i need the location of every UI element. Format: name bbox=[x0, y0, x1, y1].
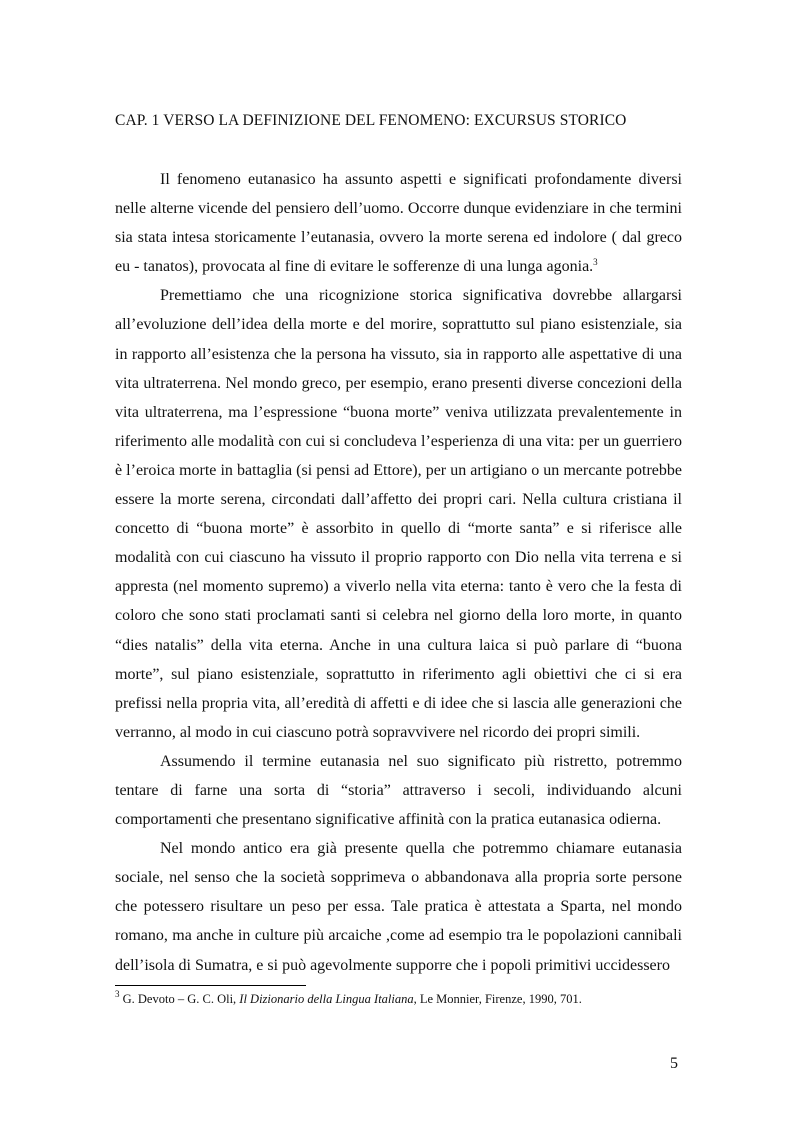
footnote bbox=[115, 989, 582, 1007]
page-number: 5 bbox=[670, 1055, 678, 1072]
body-text bbox=[115, 165, 682, 980]
footnote-authors: G. Devoto – G. C. Oli, bbox=[119, 992, 240, 1006]
paragraph-1: Il fenomeno eutanasico ha assunto aspetti e significati profondamente diversi nelle alterne vicende del pensiero dell’uomo. Occorre dunque evidenziare in che termini sia stata intesa storicamente l’eutanasia, ovvero la morte serena ed indolore ( dal greco eu - tanatos), provocata al fine di evitare le sofferenze di una lunga agonia.$^3$ bbox=[115, 171, 682, 276]
footnote-reference[interactable]: 3 bbox=[593, 257, 598, 268]
paragraph-2: Premettiamo che una ricognizione storica significativa dovrebbe allargarsi all’evoluzione dell’idea della morte e del morire, soprattutto sul piano esistenziale, sia in rapporto all’esistenza che la persona ha vissuto, sia in rapporto alle aspettative di una vita ultraterrena. Nel mondo greco, per esempio, erano presenti diverse concezioni della vita ultraterrena, ma l’espressione “buona morte” veniva utilizzata prevalentemente in riferimento alle modalità con cui si concludeva l’esperienza di una vita: per un guerriero è l’eroica morte in battaglia (si pensi ad Ettore), per un artigiano o un mercante potrebbe essere la morte serena, circondati dall’affetto dei propri cari. Nella cultura cristiana il concetto di “buona morte” è assorbito in quello di “morte santa” e si riferisce alle modalità con cui ciascuno ha vissuto il proprio rapporto con Dio nella vita terrena e si appresta (nel momento supremo) a viverlo nella vita eterna: tanto è vero che la festa di coloro che sono stati proclamati santi si celebra nel giorno della loro morte, in quanto “dies natalis” della vita eterna. Anche in una cultura laica si può parlare di “buona morte”, sul piano esistenziale, soprattutto in riferimento agli obiettivi che ci si era prefissi nella propria vita, all’eredità di affetti e di idee che si lascia alle generazioni che verranno, al modo in cui ciascuno potrà sopravvivere nel ricordo dei propri simili. bbox=[115, 287, 682, 741]
chapter-heading: CAP. 1 VERSO LA DEFINIZIONE DEL FENOMENO: EXCURSUS STORICO bbox=[115, 112, 627, 129]
footnote-number: 3 bbox=[115, 989, 120, 999]
paragraph-3: Assumendo il termine eutanasia nel suo significato più ristretto, potremmo tentare di farne una sorta di “storia” attraverso i secoli, individuando alcuni comportamenti che presentano significative affinità con la pratica eutanasica odierna. bbox=[115, 752, 682, 829]
footnote-title: Il Dizionario della Lingua Italiana bbox=[239, 992, 414, 1006]
footnote-details: , Le Monnier, Firenze, 1990, 701. bbox=[413, 992, 582, 1006]
footnote-divider bbox=[115, 985, 306, 986]
paragraph-4: Nel mondo antico era già presente quella che potremmo chiamare eutanasia sociale, nel senso che la società sopprimeva o abbandonava alla propria sorte persone che potessero risultare un peso per essa. Tale pratica è attestata a Sparta, nel mondo romano, ma anche in culture più arcaiche ,come ad esempio tra le popolazioni cannibali dell’isola di Sumatra, e si può agevolmente supporre che i popoli primitivi uccidessero bbox=[115, 840, 682, 974]
